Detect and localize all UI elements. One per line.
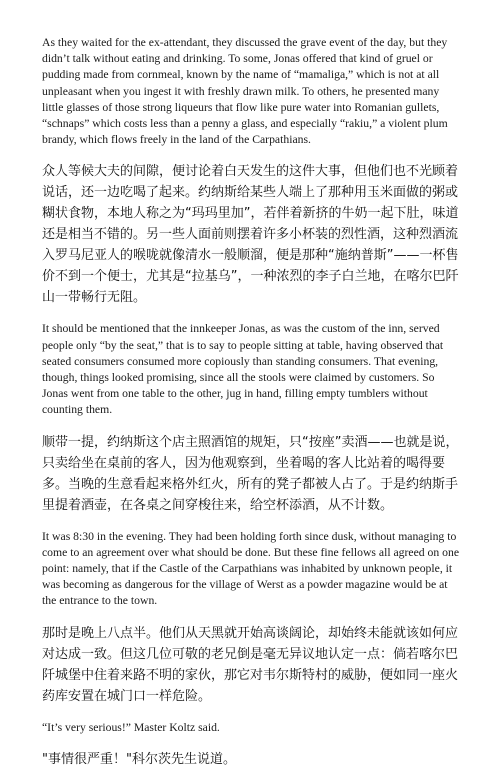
chinese-paragraph: "事情很严重！"科尔茨先生说道。: [42, 751, 236, 767]
english-paragraph: It was 8:30 in the evening. They had been holding forth since dusk, without managing to come to an agreement over what should be done. But these fine fellows all agreed on one point: namely, that if the Castle of the Carpathians was inhabited by unknown people, it was becoming as dangerous for the village of Werst as a powder magazine would be at the entrance to the town.: [42, 529, 460, 608]
chinese-paragraph: 那时是晚上八点半。他们从天黑就开始高谈阔论，却始终未能就该如何应对达成一致。但这几位可敬的老兄倒是毫无异议地认定一点：倘若喀尔巴阡城堡中住着来路不明的家伙，那它对韦尔斯特村的威胁，便如同一座火药库安置在城门口一样危险。: [42, 625, 459, 704]
english-paragraph: As they waited for the ex-attendant, they discussed the grave event of the day, but they didn’t talk without eating and drinking. To some, Jonas offered that kind of gruel or pudding made from cornmeal, known by the name of “mamaliga,” which is not at all unpleasant when you ingest it with freshly drawn milk. To others, he presented many little glasses of those strong liqueurs that flow like pure water into Romanian gullets, “schnaps” which costs less than a penny a glass, and especially “rakiu,” a violent plum brandy, which flows freely in the land of the Carpathians.: [42, 36, 448, 147]
chinese-paragraph: 众人等候大夫的间隙，便讨论着白天发生的这件大事，但他们也不光顾着说话，还一边吃喝了起来。约纳斯给某些人端上了那种用玉米面做的粥或糊状食物，本地人称之为“玛玛里加”，若伴着新挤的牛奶一起下肚，味道还是相当不错的。另一些人面前则摆着许多小杯装的烈性酒，这种烈酒流入罗马尼亚人的喉咙就像清水一般顺溜，便是那种“施纳普斯”——一杯售价不到一个便士，尤其是“拉基乌”，一种浓烈的李子白兰地，在喀尔巴阡山一带畅行无阻。: [42, 164, 459, 306]
english-paragraph: It should be mentioned that the innkeeper Jonas, as was the custom of the inn, served people only “by the seat,” that is to say to people sitting at table, having observed that seated consumers consumed more copiously than standing consumers. That evening, though, things looked promising, since all the stools were claimed by customers. So Jonas went from one table to the other, jug in hand, filling empty tumblers without counting them.: [42, 322, 444, 417]
chinese-paragraph: 顺带一提，约纳斯这个店主照酒馆的规矩，只“按座”卖酒——也就是说，只卖给坐在桌前的客人，因为他观察到，坐着喝的客人比站着的喝得要多。当晚的生意看起来格外红火，所有的凳子都被人占了。于是约纳斯手里提着酒壶，在各桌之间穿梭往来，给空杯添酒，从不计数。: [42, 434, 459, 513]
book-page: [42, 35, 462, 770]
english-paragraph: “It’s very serious!” Master Koltz said.: [42, 720, 220, 734]
